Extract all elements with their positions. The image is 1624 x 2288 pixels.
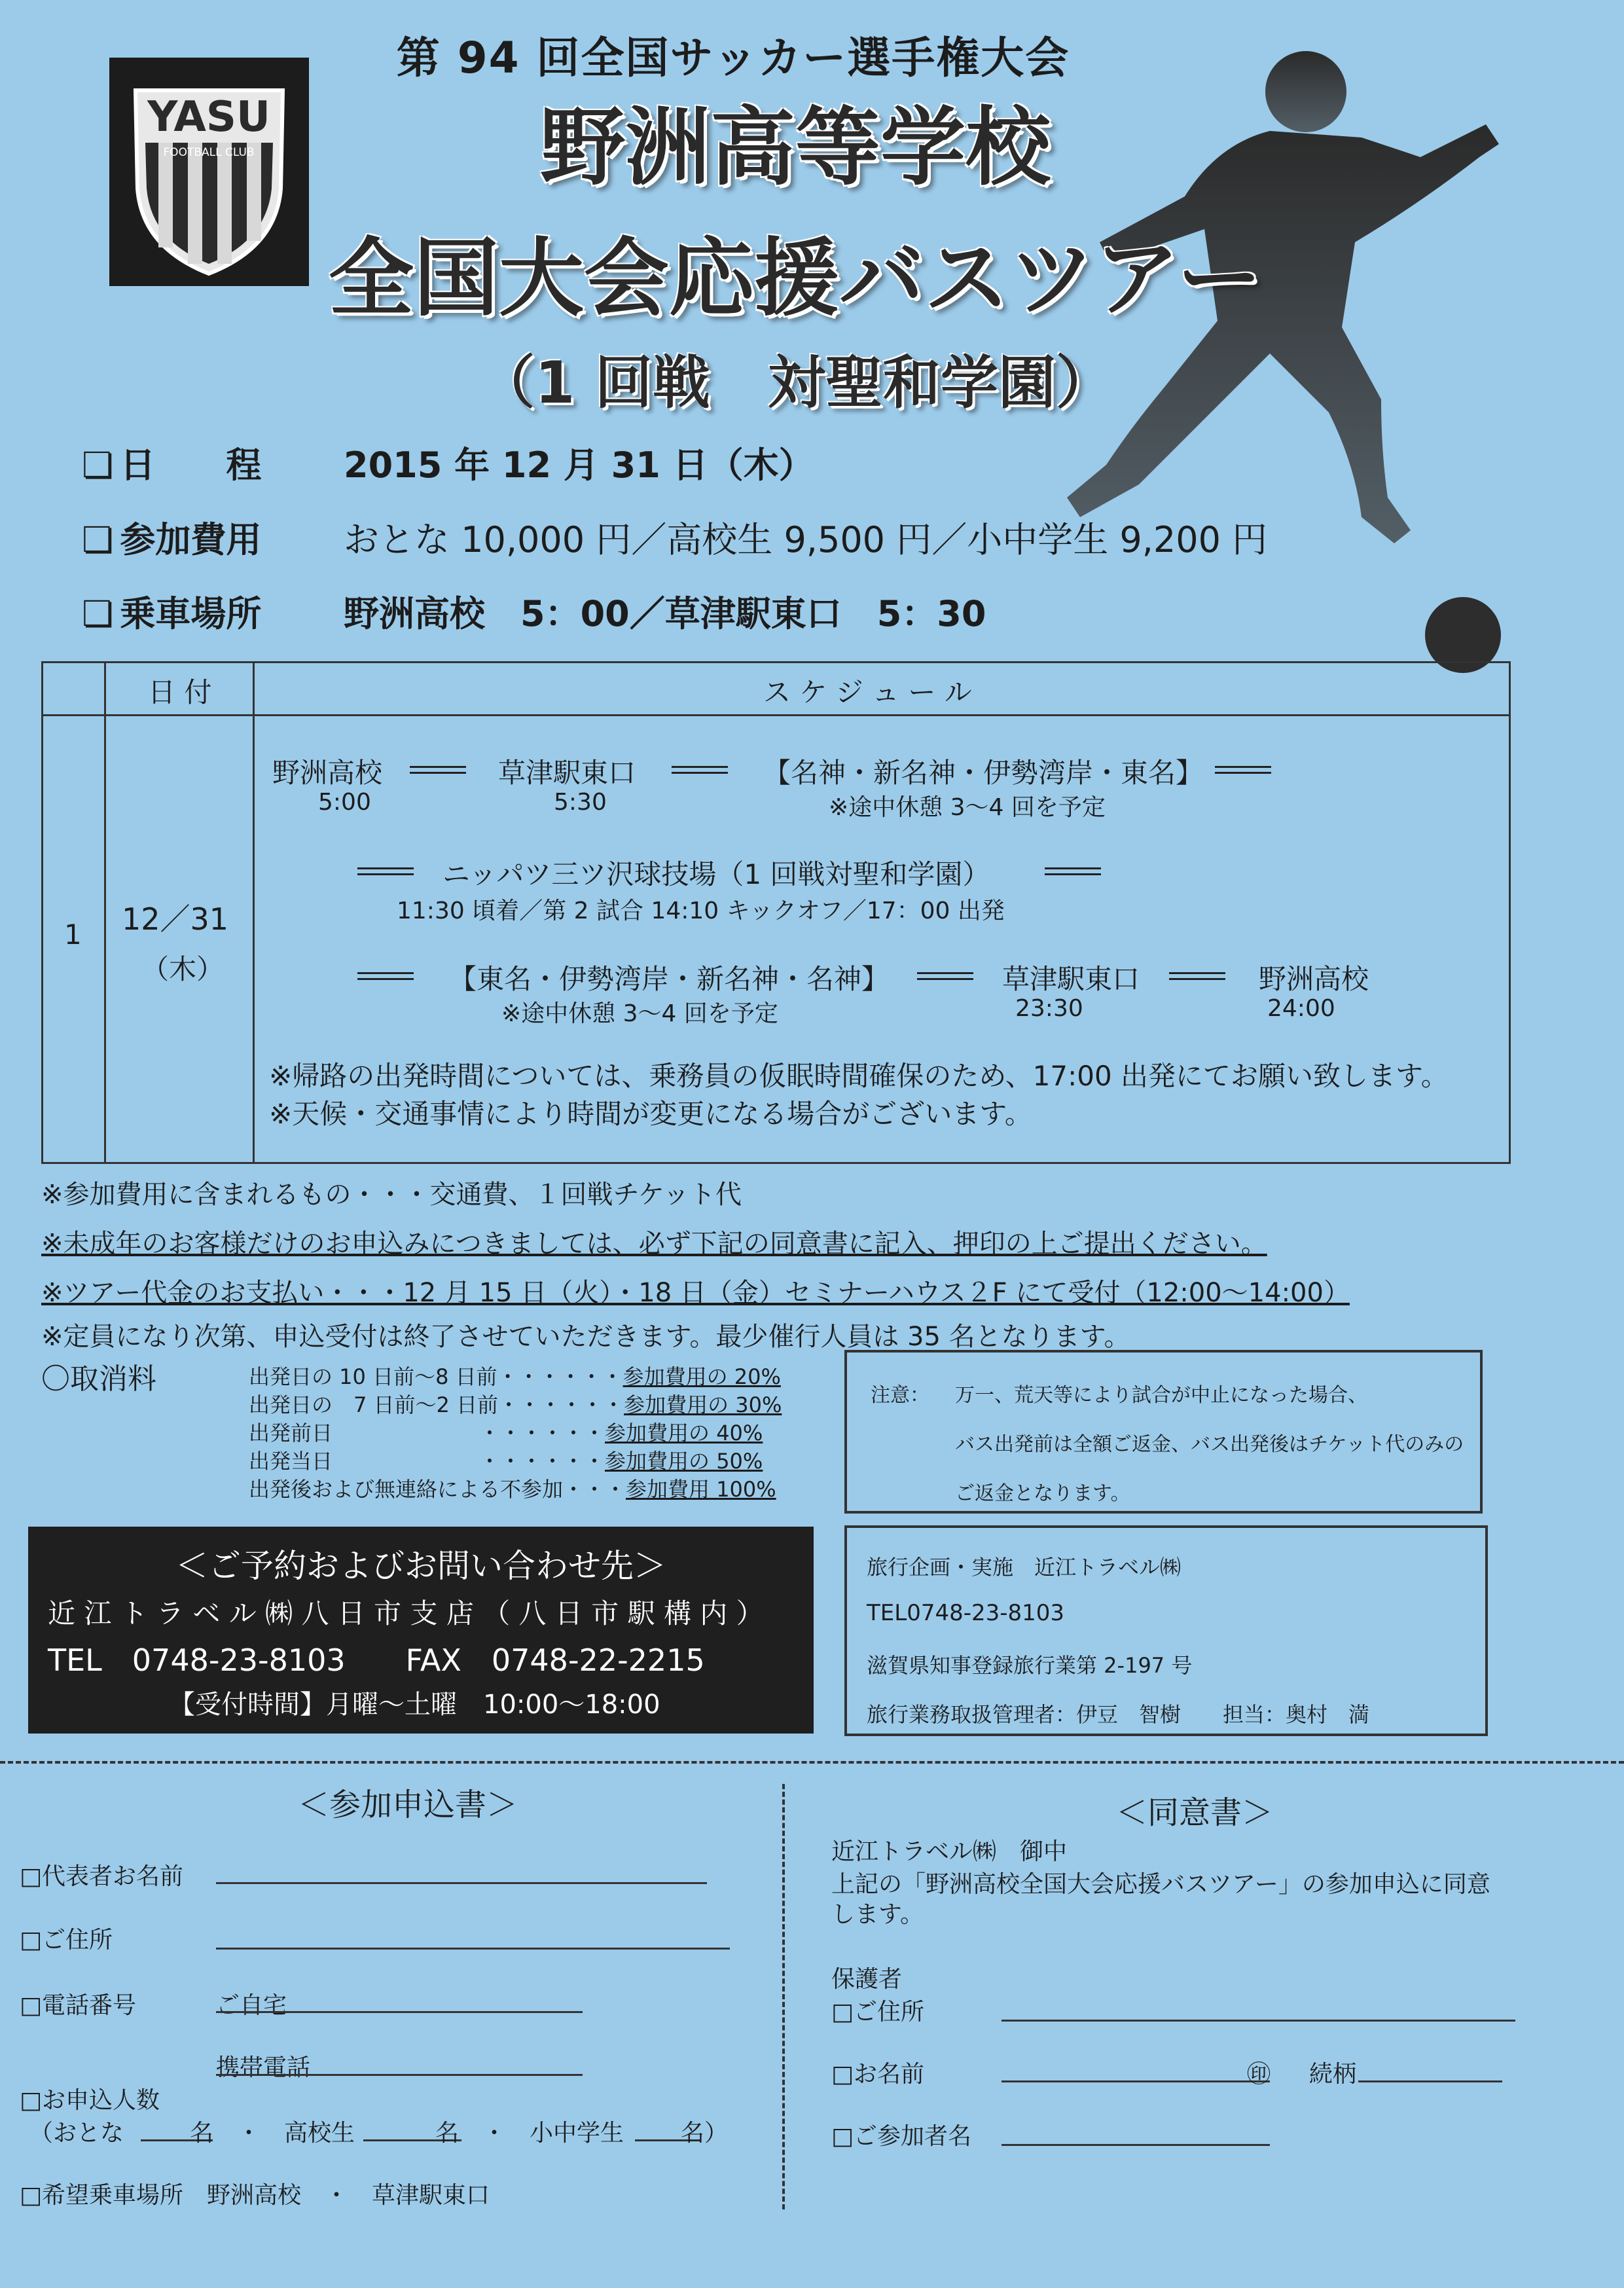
yasu-fc-logo [109, 58, 309, 286]
schedule-table: 日 付 ス ケ ジ ュ ー ル 1 12／31 （木） 野洲高校 5:00 草津駅東口 5:30 【名神・新名神・伊勢湾岸・東名】 ※途中休憩 3～4 回を予定 ニッパツ三ツ沢球技場（1 回戦対聖和学園） 11:30 頃着／第 2 試合 14:10 キックオフ／17：00 出発 【東名・伊勢湾岸・新名神・名神】 ※途中休憩 3～4 回を予定 草津駅東口 23:30 野洲高校 24:00 ※帰路の出発時間については、乗務員の仮眠時間確保のため、17:00 出発にてお願い致します。 ※天候・交通事情により時間が変更になる場合がございます。 [41, 661, 1511, 1164]
tournament-subtitle: 第 94 回全国サッカー選手権大会 [396, 33, 1070, 83]
row-day: （木） [141, 953, 225, 985]
cancel-title: 〇取消料 [41, 1362, 156, 1396]
home-phone-field[interactable] [216, 2011, 583, 2013]
mobile-phone-field[interactable] [216, 2074, 583, 2076]
fee-row: ❏ 参加費用 おとな 10,000 円／高校生 9,500 円／小中学生 9,200 円 [82, 512, 1267, 562]
guardian-address-field[interactable] [1001, 2020, 1515, 2022]
form-divider [782, 1784, 785, 2209]
svg-text:FOOTBALL CLUB: FOOTBALL CLUB [163, 146, 255, 159]
col-schedule-header: ス ケ ジ ュ ー ル [763, 676, 972, 708]
note-minors: ※未成年のお客様だけのお申込みにつきましては、必ず下記の同意書に記入、押印の上ご提出ください。 [41, 1229, 1267, 1259]
guardian-name-field[interactable] [1001, 2080, 1270, 2082]
seal-mark: ㊞ [1247, 2061, 1271, 2088]
caution-box: 注意： 万一、荒天等により試合が中止になった場合、 バス出発前は全額ご返金、バス出発後はチケット代のみの ご返金となります。 [844, 1350, 1483, 1514]
school-title: 野洲高等学校 [539, 98, 1051, 197]
contact-phone: TEL 0748-23-8103 FAX 0748-22-2215 [48, 1643, 705, 1678]
svg-text:YASU: YASU [147, 93, 270, 141]
contact-hours: 【受付時間】月曜～土曜 10:00～18:00 [169, 1690, 660, 1720]
pickup-row: ❏ 乗車場所 野洲高校 5：00／草津駅東口 5：30 [82, 586, 986, 636]
tour-title: 全国大会応援バスツアー [328, 228, 1263, 328]
row-number: 1 [64, 918, 82, 951]
address-field[interactable] [216, 1948, 730, 1950]
consent-title: ＜同意書＞ [1116, 1794, 1274, 1831]
cut-line [0, 1761, 1624, 1764]
contact-title: ＜ご予約およびお問い合わせ先＞ [175, 1547, 666, 1585]
row-date: 12／31 [122, 901, 229, 937]
shield-icon [109, 58, 309, 286]
contact-branch: 近 江 ト ラ ベ ル ㈱ 八 日 市 支 店 （ 八 日 市 駅 構 内 ） [48, 1597, 764, 1629]
application-title: ＜参加申込書＞ [298, 1787, 518, 1823]
round-title: （1 回戦 対聖和学園） [477, 349, 1113, 416]
participant-name-field[interactable] [1001, 2144, 1270, 2146]
note-capacity: ※定員になり次第、申込受付は終了させていただきます。最少催行人員は 35 名となります。 [41, 1322, 1130, 1352]
agency-box: 旅行企画・実施 近江トラベル㈱ TEL0748-23-8103 滋賀県知事登録旅行業第 2-197 号 旅行業務取扱管理者：伊豆 智樹 担当：奥村 満 [844, 1525, 1488, 1736]
col-date-header: 日 付 [148, 676, 212, 708]
date-row: ❏ 日 程 2015 年 12 月 31 日（木） [82, 437, 814, 488]
note-payment: ※ツアー代金のお支払い・・・12 月 15 日（火）・18 日（金）セミナーハウス２F にて受付（12:00～14:00） [41, 1278, 1350, 1308]
cancel-table: 出発日の 10 日前～8 日前・・・・・・参加費用の 20% 出発日の 7 日前～2 日前・・・・・・参加費用の 30% 出発前日 ・・・・・・参加費用の 40% 出発当日 ・・・・・・参加費用の 50% 出発後および無連絡による不参加・・・参加費用 100% [249, 1364, 782, 1502]
contact-box [28, 1527, 814, 1734]
note-included: ※参加費用に含まれるもの・・・交通費、１回戦チケット代 [41, 1180, 742, 1210]
relation-field[interactable] [1358, 2080, 1502, 2082]
rep-name-field[interactable] [216, 1882, 707, 1884]
pickup-choice[interactable]: □希望乗車場所 野洲高校 ・ 草津駅東口 [20, 2182, 490, 2209]
